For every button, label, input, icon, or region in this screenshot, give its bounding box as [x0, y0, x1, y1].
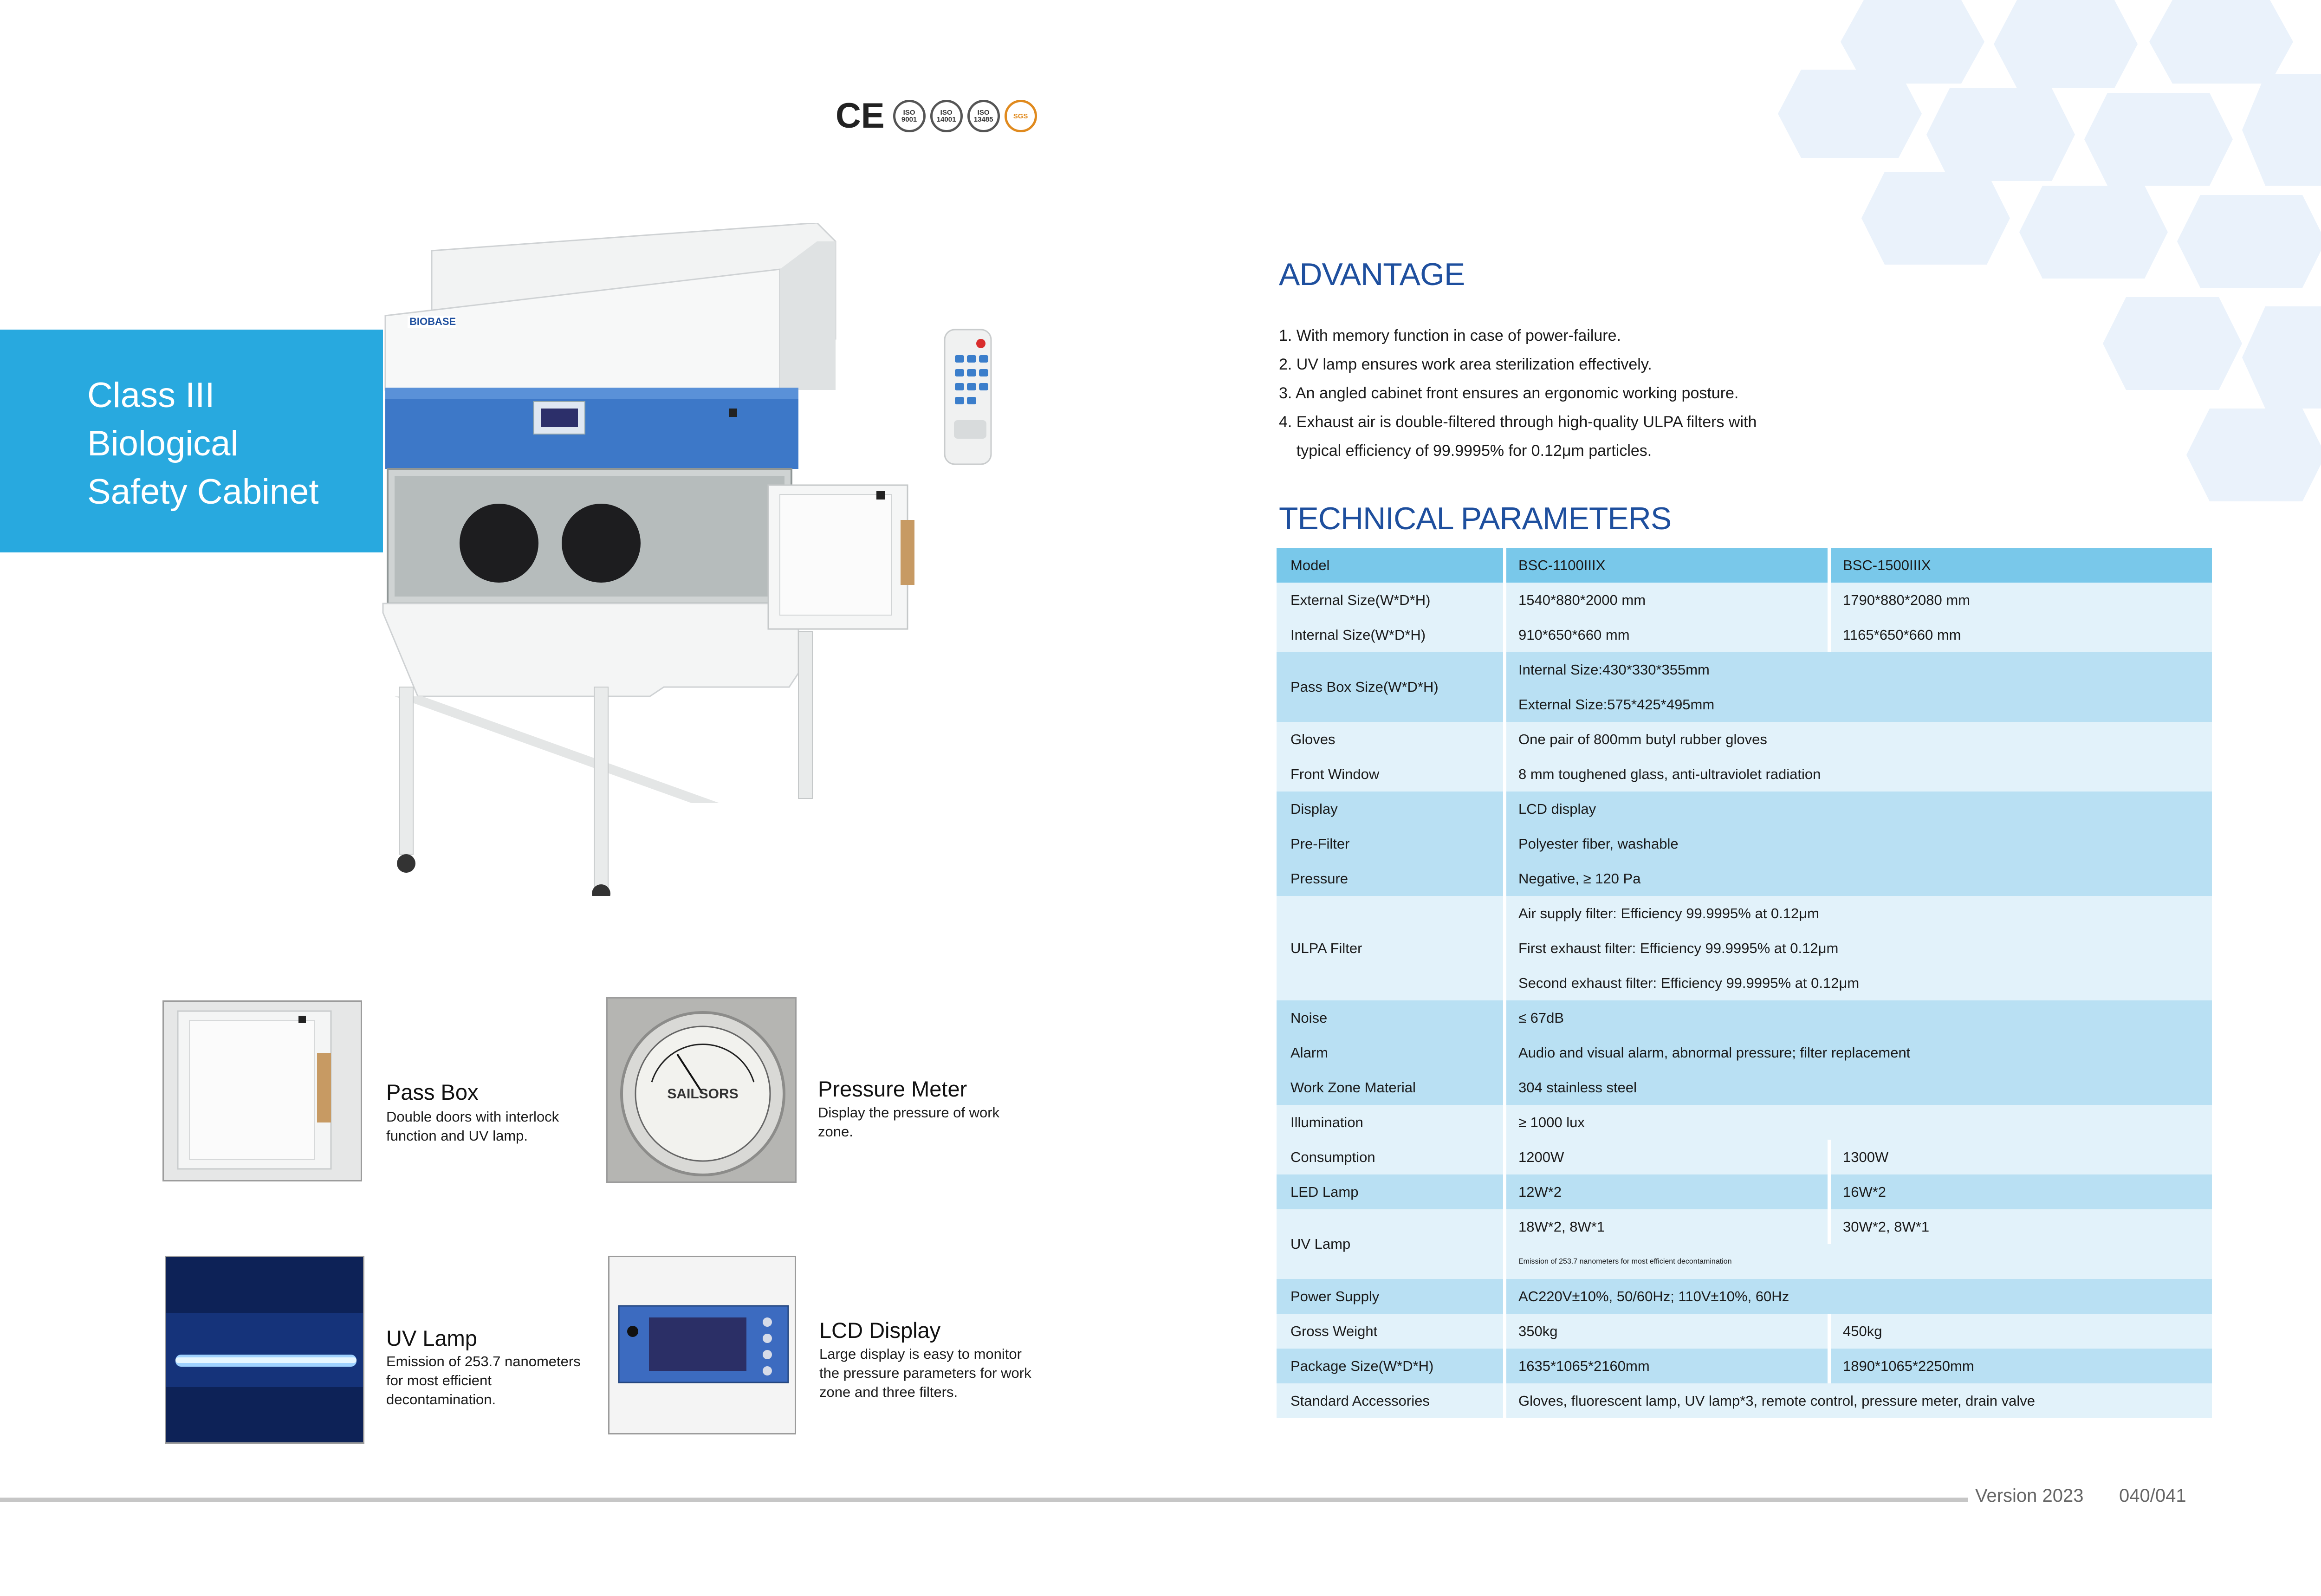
header-cell: Model	[1290, 557, 1330, 573]
param-label: ULPA Filter	[1290, 940, 1362, 956]
feature-desc-lcd-display: Large display is easy to monitor the pressure parameters for work zone and three filters.	[819, 1346, 1031, 1400]
product-title-line: Biological	[87, 424, 239, 463]
uv-lamp-drawing	[166, 1257, 364, 1444]
param-value: 450kg	[1843, 1323, 1882, 1339]
table-row	[1277, 1383, 2212, 1418]
param-value: ≤ 67dB	[1518, 1009, 1564, 1026]
advantage-heading: ADVANTAGE	[1279, 257, 1465, 292]
advantage-list	[1279, 321, 1757, 465]
header-cell: BSC-1500IIIX	[1843, 557, 1931, 573]
param-label: Power Supply	[1290, 1288, 1380, 1304]
table-row	[1277, 722, 2212, 792]
pass-box-drawing	[164, 1002, 362, 1181]
table-row	[1277, 1105, 2212, 1140]
technical-parameters-heading: TECHNICAL PARAMETERS	[1279, 501, 1672, 536]
table-row	[1277, 1349, 2212, 1383]
feature-title-uv-lamp: UV Lamp	[386, 1326, 477, 1350]
safety-cabinet-image	[362, 223, 942, 896]
advantage-item: 4. Exhaust air is double-filtered through high-quality ULPA filters with	[1279, 413, 1757, 431]
feature-title-lcd-display: LCD Display	[819, 1318, 941, 1343]
feature-title-pressure-meter: Pressure Meter	[818, 1077, 967, 1101]
advantage-item: 1. With memory function in case of power-failure.	[1279, 327, 1621, 344]
param-value: 1790*880*2080 mm	[1843, 591, 1971, 608]
header-cell: BSC-1100IIIX	[1518, 557, 1606, 573]
footer-version: Version 2023	[1975, 1486, 2084, 1506]
param-value: 1200W	[1518, 1148, 1564, 1165]
pressure-meter-image	[606, 997, 797, 1183]
gauge-brand: SAILSORS	[667, 1086, 739, 1102]
table-row	[1277, 1314, 2212, 1349]
param-label: Package Size(W*D*H)	[1290, 1357, 1434, 1374]
table-row	[1277, 1000, 2212, 1105]
param-value: Gloves, fluorescent lamp, UV lamp*3, remote control, pressure meter, drain valve	[1518, 1392, 2036, 1409]
table-row	[1277, 792, 2212, 896]
hexagon-pattern	[1773, 0, 2321, 557]
param-value: 304 stainless steel	[1518, 1079, 1637, 1096]
technical-parameters-table	[1277, 548, 2212, 1418]
param-value: 16W*2	[1843, 1183, 1887, 1200]
table-header-row	[1277, 548, 2212, 583]
param-value: 18W*2, 8W*1	[1518, 1218, 1605, 1235]
param-value: Air supply filter: Efficiency 99.9995% at 0.12μm	[1518, 905, 1819, 921]
param-label: Gloves	[1290, 731, 1336, 747]
param-value: Second exhaust filter: Efficiency 99.9995% at 0.12μm	[1518, 974, 1860, 991]
param-value: Internal Size:430*330*355mm	[1518, 661, 1710, 678]
param-value: 350kg	[1518, 1323, 1558, 1339]
param-label: Display	[1290, 800, 1338, 817]
advantage-item: 2. UV lamp ensures work area sterilization effectively.	[1279, 356, 1652, 373]
param-label: Standard Accessories	[1290, 1392, 1430, 1409]
param-value: 1890*1065*2250mm	[1843, 1357, 1974, 1374]
table-row	[1277, 1279, 2212, 1314]
lcd-display-drawing	[609, 1257, 796, 1434]
feature-desc-pass-box: Double doors with interlock function and UV lamp.	[386, 1109, 559, 1144]
param-label: External Size(W*D*H)	[1290, 591, 1431, 608]
param-value: 1300W	[1843, 1148, 1889, 1165]
param-value: ≥ 1000 lux	[1518, 1114, 1585, 1130]
param-value: 1635*1065*2160mm	[1518, 1357, 1650, 1374]
table-row	[1277, 1174, 2212, 1209]
advantage-item: 3. An angled cabinet front ensures an ergonomic working posture.	[1279, 384, 1739, 402]
product-title-line: Class III	[87, 376, 215, 415]
param-value: 8 mm toughened glass, anti-ultraviolet radiation	[1518, 766, 1821, 782]
certification-logos	[836, 98, 1037, 134]
ce-mark-icon: CE	[836, 96, 885, 136]
sgs-icon: SGS	[1005, 100, 1037, 132]
feature-title-pass-box: Pass Box	[386, 1080, 479, 1104]
feature-desc-uv-lamp: Emission of 253.7 nanometers for most efficient decontamination.	[386, 1353, 581, 1408]
param-value: Polyester fiber, washable	[1518, 835, 1679, 852]
param-label: Pressure	[1290, 870, 1349, 887]
table-row	[1277, 896, 2212, 1000]
remote-control-image	[940, 327, 996, 467]
table-row	[1277, 652, 2212, 722]
param-label: Noise	[1290, 1009, 1328, 1026]
param-label: Front Window	[1290, 766, 1380, 782]
table-row	[1277, 1209, 2212, 1279]
product-title	[87, 371, 319, 516]
param-label: Pre-Filter	[1290, 835, 1350, 852]
iso14001-icon: ISO 14001	[930, 100, 963, 132]
page-number: 040/041	[2119, 1486, 2186, 1506]
param-value: One pair of 800mm butyl rubber gloves	[1518, 731, 1767, 747]
param-value: 910*650*660 mm	[1518, 626, 1630, 643]
param-label: UV Lamp	[1290, 1236, 1351, 1252]
feature-desc-pressure-meter: Display the pressure of work zone.	[818, 1104, 1000, 1140]
param-label: Pass Box Size(W*D*H)	[1290, 679, 1439, 695]
param-value: Negative, ≥ 120 Pa	[1518, 870, 1641, 887]
product-title-line: Safety Cabinet	[87, 472, 319, 512]
param-label: Consumption	[1290, 1148, 1375, 1165]
param-label: Work Zone Material	[1290, 1079, 1416, 1096]
iso13485-icon: ISO 13485	[967, 100, 1000, 132]
table-row	[1277, 1140, 2212, 1174]
param-value: First exhaust filter: Efficiency 99.9995% at 0.12μm	[1518, 940, 1839, 956]
param-label: Alarm	[1290, 1044, 1328, 1061]
pressure-gauge-drawing	[608, 999, 797, 1183]
param-label: Gross Weight	[1290, 1323, 1378, 1339]
iso9001-icon: ISO 9001	[893, 100, 926, 132]
param-value: LCD display	[1518, 800, 1596, 817]
pass-box-image	[162, 1000, 362, 1181]
uv-lamp-image	[165, 1256, 364, 1444]
param-value: External Size:575*425*495mm	[1518, 696, 1715, 713]
footer-divider	[0, 1498, 1968, 1502]
lcd-display-image	[608, 1256, 796, 1434]
param-value: AC220V±10%, 50/60Hz; 110V±10%, 60Hz	[1518, 1288, 1789, 1304]
param-label: Internal Size(W*D*H)	[1290, 626, 1426, 643]
brand-text: BIOBASE	[409, 316, 456, 327]
param-value: Emission of 253.7 nanometers for most efficient decontamination	[1518, 1257, 1732, 1265]
param-label: LED Lamp	[1290, 1183, 1359, 1200]
advantage-item: typical efficiency of 99.9995% for 0.12μm particles.	[1279, 442, 1652, 460]
param-value: 1165*650*660 mm	[1843, 626, 1961, 643]
param-value: 1540*880*2000 mm	[1518, 591, 1646, 608]
param-value: Audio and visual alarm, abnormal pressure; filter replacement	[1518, 1044, 1911, 1061]
param-value: 30W*2, 8W*1	[1843, 1218, 1930, 1235]
table-row	[1277, 583, 2212, 652]
param-value: 12W*2	[1518, 1183, 1562, 1200]
param-label: Illumination	[1290, 1114, 1363, 1130]
